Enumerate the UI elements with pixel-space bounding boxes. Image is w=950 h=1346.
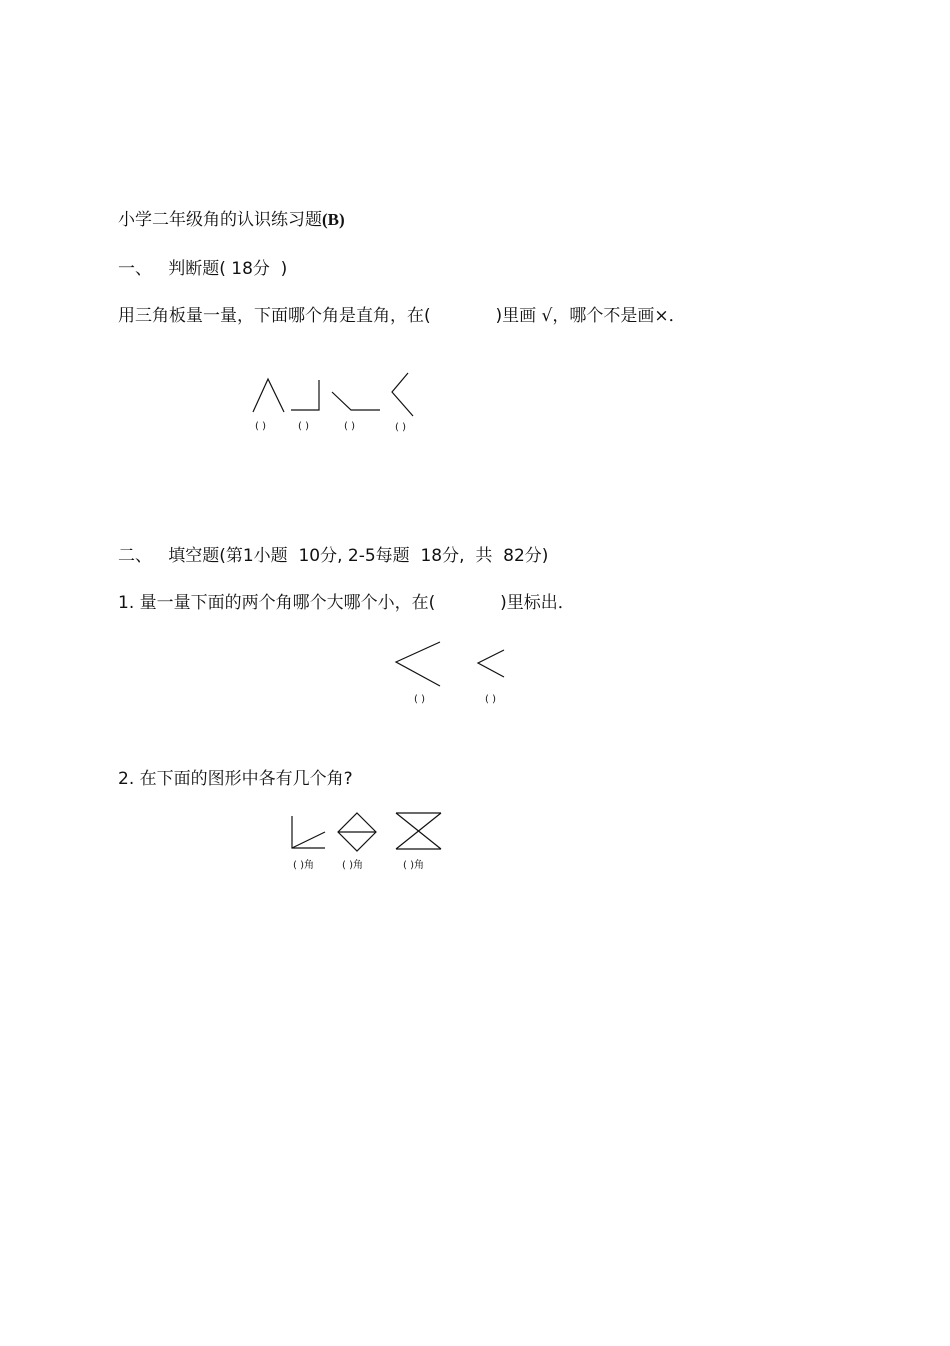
angle-figure-2 — [291, 380, 319, 410]
blank-1: ( ) — [255, 421, 266, 432]
title-suffix: (B) — [322, 210, 345, 229]
question-2-text: 2. 在下面的图形中各有几个角? — [118, 769, 353, 789]
blank-shape-3: ( )角 — [403, 860, 424, 871]
angle-figure-4 — [392, 373, 413, 416]
blank-shape-1: ( )角 — [293, 860, 314, 871]
angle-figure-3 — [332, 392, 380, 410]
angle-large — [396, 642, 440, 686]
page-title — [118, 205, 345, 230]
question-1-text: 1. 量一量下面的两个角哪个大哪个小，在( )里标出． — [118, 593, 575, 613]
blank-2: ( ) — [298, 421, 309, 432]
blank-4: ( ) — [395, 422, 406, 433]
question2-figures — [285, 808, 450, 874]
shape-two-lines-angle — [292, 816, 325, 848]
shape-diamond — [338, 813, 376, 851]
section2-heading: 二、 填空题(第1小题 10分, 2-5每题 18分, 共 82分) — [118, 546, 549, 566]
blank-shape-2: ( )角 — [342, 860, 363, 871]
question1-figures — [390, 638, 515, 710]
title-text: 小学二年级角的认识练习题 — [118, 210, 322, 230]
blank-large: ( ) — [414, 694, 425, 705]
blank-small: ( ) — [485, 694, 496, 705]
angle-figure-1 — [253, 379, 284, 412]
angle-small — [478, 650, 504, 677]
blank-3: ( ) — [344, 421, 355, 432]
section1-instruction: 用三角板量一量，下面哪个角是直角，在( )里画 √，哪个不是画×． — [118, 306, 686, 326]
shape-hourglass — [396, 813, 441, 849]
section1-heading: 一、 判断题( 18分 ) — [118, 259, 288, 279]
section1-figures — [245, 368, 435, 438]
